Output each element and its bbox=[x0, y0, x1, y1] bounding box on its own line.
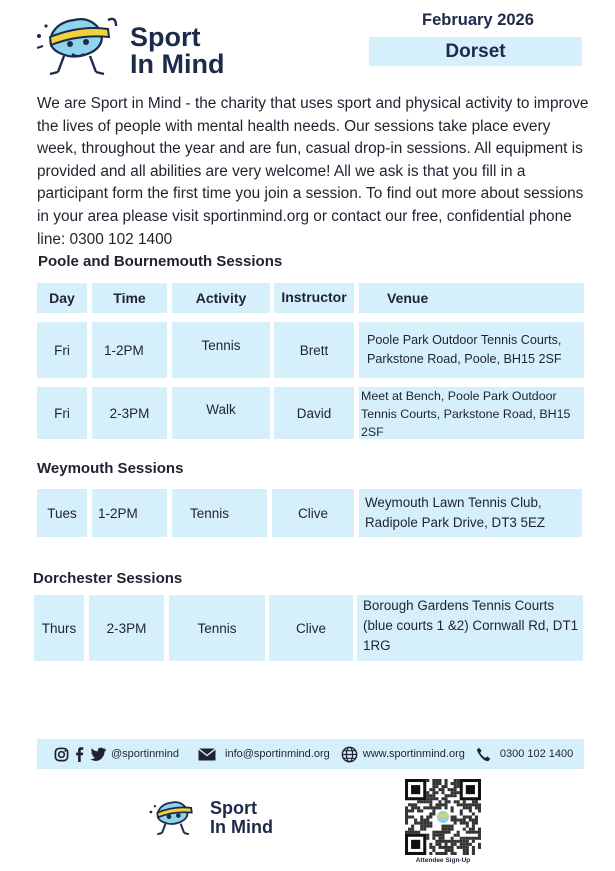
column-header-instructor: Instructor bbox=[274, 283, 354, 313]
cell-time: 1-2PM bbox=[92, 322, 167, 378]
phone-icon bbox=[476, 747, 491, 762]
cell-instructor: David bbox=[274, 387, 354, 439]
column-header-activity: Activity bbox=[172, 283, 270, 313]
cell-activity: Tennis bbox=[169, 595, 265, 661]
qr-code[interactable] bbox=[405, 779, 481, 855]
section-title-weymouth: Weymouth Sessions bbox=[37, 460, 184, 477]
region-label: Dorset bbox=[369, 37, 582, 66]
brand-name-line1: Sport bbox=[210, 798, 257, 818]
brand-name-line2: In Mind bbox=[210, 817, 273, 837]
brain-mascot-icon bbox=[148, 798, 204, 840]
cell-time: 2-3PM bbox=[92, 387, 167, 439]
section-title-poole: Poole and Bournemouth Sessions bbox=[38, 253, 283, 270]
cell-venue: Meet at Bench, Poole Park Outdoor Tennis Courts, Parkstone Road, BH15 2SF bbox=[359, 387, 584, 439]
column-header-time: Time bbox=[92, 283, 167, 313]
website-link[interactable]: www.sportinmind.org bbox=[362, 748, 465, 760]
cell-activity: Walk bbox=[172, 387, 270, 439]
intro-paragraph: We are Sport in Mind - the charity that uses sport and physical activity to improve the lives of people with mental health needs. Our sessions take place every week, throughout the year and are fun, casual drop-in sessions. All equipment is provided and all abilities are very welcome! All we ask is that you fill in a participant form the first time you join a session. To find out more about sessions in your area please visit sportinmind.org or contact our free, confidential phone line: 0300 102 1400 bbox=[37, 95, 589, 248]
cell-instructor: Brett bbox=[274, 322, 354, 378]
email-icon bbox=[198, 748, 216, 761]
cell-instructor: Clive bbox=[272, 489, 354, 537]
cell-instructor: Clive bbox=[269, 595, 353, 661]
brand-logo bbox=[34, 14, 234, 84]
instagram-icon[interactable] bbox=[54, 747, 69, 762]
social-handle[interactable]: @sportinmind bbox=[111, 748, 180, 760]
twitter-icon[interactable] bbox=[90, 747, 106, 761]
cell-venue: Poole Park Outdoor Tennis Courts, Parkstone Road, Poole, BH15 2SF bbox=[359, 322, 584, 378]
brand-name-line2: In Mind bbox=[130, 49, 225, 79]
cell-day: Fri bbox=[37, 387, 87, 439]
globe-icon bbox=[341, 746, 358, 763]
cell-venue: Weymouth Lawn Tennis Club, Radipole Park Drive, DT3 5EZ bbox=[359, 489, 582, 537]
month-title: February 2026 bbox=[422, 11, 534, 29]
column-header-venue: Venue bbox=[359, 283, 584, 313]
cell-time: 1-2PM bbox=[92, 489, 167, 537]
brand-name-line1: Sport bbox=[130, 22, 201, 52]
cell-day: Thurs bbox=[34, 595, 84, 661]
cell-day: Fri bbox=[37, 322, 87, 378]
contact-bar bbox=[37, 739, 584, 769]
qr-caption: Attendee Sign-Up bbox=[415, 857, 471, 864]
cell-activity: Tennis bbox=[172, 322, 270, 378]
cell-day: Tues bbox=[37, 489, 87, 537]
phone-number[interactable]: 0300 102 1400 bbox=[499, 748, 574, 760]
cell-activity: Tennis bbox=[172, 489, 267, 537]
section-title-dorchester: Dorchester Sessions bbox=[33, 570, 183, 587]
cell-venue: Borough Gardens Tennis Courts (blue courts 1 &2) Cornwall Rd, DT1 1RG bbox=[357, 595, 583, 661]
cell-time: 2-3PM bbox=[89, 595, 164, 661]
brain-mascot-icon bbox=[34, 14, 130, 82]
footer-logo bbox=[148, 798, 288, 842]
column-header-day: Day bbox=[37, 283, 87, 313]
email-address[interactable]: info@sportinmind.org bbox=[225, 748, 330, 760]
facebook-icon[interactable] bbox=[75, 747, 84, 762]
